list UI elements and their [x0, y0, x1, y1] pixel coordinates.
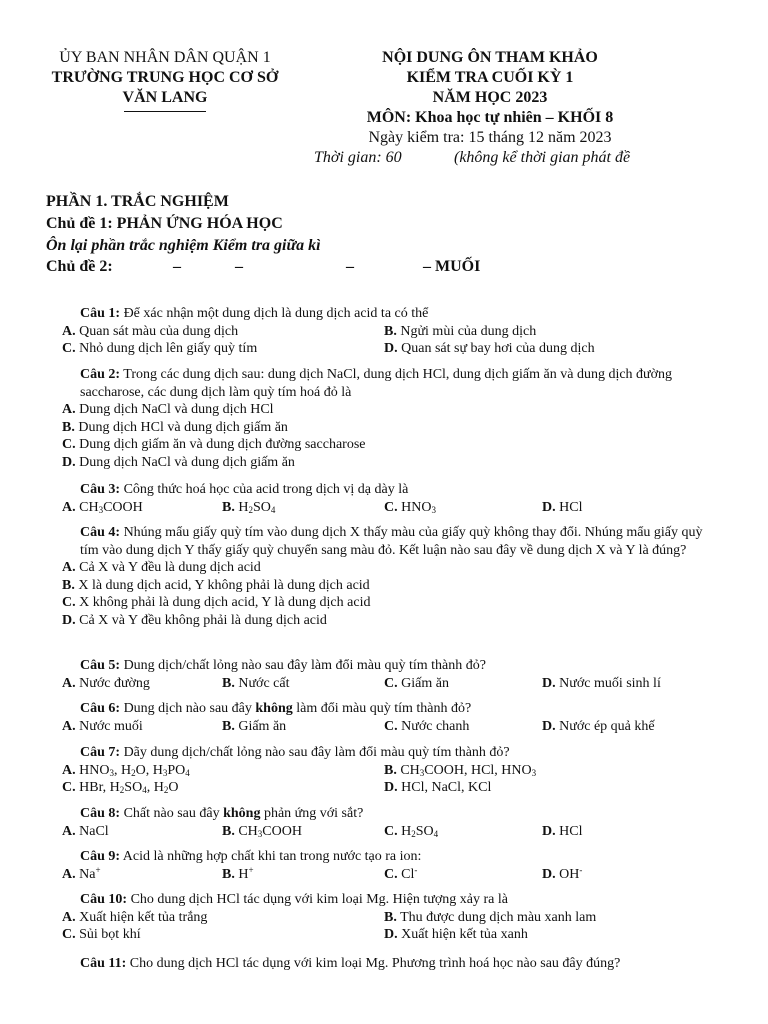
- question-text: Công thức hoá học của acid trong dịch vị dạ dày là: [120, 482, 409, 497]
- question-11: [62, 955, 722, 973]
- option-a[interactable]: A. Dung dịch NaCl và dung dịch HCl: [62, 402, 274, 417]
- question-stem: [62, 657, 722, 675]
- option-c[interactable]: C. Nhỏ dung dịch lên giấy quỳ tím: [62, 341, 258, 356]
- topic-2-dash-1: –: [173, 258, 181, 275]
- school-header: [30, 48, 300, 112]
- topic-2-title: – MUỐI: [423, 258, 481, 275]
- option-c[interactable]: C. Giấm ăn: [384, 675, 449, 691]
- school-type: TRƯỜNG TRUNG HỌC CƠ SỞ: [51, 69, 279, 86]
- question-stem: [62, 524, 722, 559]
- question-number: Câu 7:: [80, 745, 121, 760]
- question-3: [62, 481, 722, 516]
- option-a[interactable]: A. Xuất hiện kết tủa trắng: [62, 909, 208, 925]
- school-year: NĂM HỌC 2023: [432, 89, 548, 106]
- question-2: [62, 366, 722, 471]
- option-d[interactable]: D. HCl: [542, 499, 583, 515]
- question-stem: [62, 848, 722, 866]
- option-b[interactable]: B. $H_2SO_4$: [222, 499, 276, 515]
- option-a[interactable]: A. Quan sát màu của dung dịch: [62, 323, 239, 339]
- question-number: Câu 1:: [80, 306, 121, 321]
- option-a[interactable]: A. Nước đường: [62, 675, 150, 691]
- question-number: Câu 9:: [80, 849, 121, 864]
- emphasis-word: không: [223, 806, 261, 821]
- option-d[interactable]: D. HCl, NaCl, KCl: [384, 780, 492, 795]
- question-text: Để xác nhận một dung dịch là dung dịch acid ta có thể: [120, 306, 429, 321]
- option-d[interactable]: D. Cả X và Y đều không phải là dung dịch acid: [62, 612, 327, 628]
- option-b[interactable]: B. H+: [222, 864, 254, 882]
- option-c[interactable]: C. Dung dịch giấm ăn và dung dịch đường saccharose: [62, 437, 366, 452]
- topic-2-dash-3: –: [346, 258, 354, 275]
- question-stem: [62, 955, 722, 973]
- option-c[interactable]: C. Nước chanh: [384, 718, 470, 734]
- district-committee: ỦY BAN NHÂN DÂN QUẬN 1: [59, 49, 271, 66]
- option-c[interactable]: C. HBr, $H_2SO_4$, $H_2O$: [62, 780, 179, 795]
- question-4: [62, 524, 722, 629]
- question-stem: [62, 366, 722, 401]
- review-note: Ôn lại phần trắc nghiệm Kiểm tra giữa kì: [46, 237, 321, 254]
- option-d[interactable]: D. HCl: [542, 823, 583, 839]
- exam-subtitle: KIỂM TRA CUỐI KỲ 1: [406, 69, 574, 86]
- option-c[interactable]: C. X không phải là dung dịch acid, Y là dung dịch acid: [62, 595, 371, 610]
- question-5: [62, 657, 722, 692]
- option-a[interactable]: A. Na+: [62, 864, 101, 882]
- question-number: Câu 2:: [80, 367, 121, 382]
- option-d[interactable]: D. OH-: [542, 864, 583, 882]
- option-d[interactable]: D. Quan sát sự bay hơi của dung dịch: [384, 341, 595, 356]
- duration-note: (không kể thời gian phát đề: [454, 149, 631, 166]
- question-stem: [62, 891, 722, 909]
- exam-header: [300, 48, 680, 168]
- question-number: Câu 5:: [80, 658, 121, 673]
- question-number: Câu 8:: [80, 806, 121, 821]
- option-c[interactable]: C. $H_2SO_4$: [384, 823, 439, 839]
- option-b[interactable]: B. Thu được dung dịch màu xanh lam: [384, 909, 597, 925]
- option-c[interactable]: C. $HNO_3$: [384, 499, 436, 515]
- header-divider: [124, 111, 206, 112]
- option-b[interactable]: B. $CH_3COOH$, HCl, $HNO_3$: [384, 762, 537, 778]
- question-number: Câu 11:: [80, 956, 127, 971]
- option-d[interactable]: D. Dung dịch NaCl và dung dịch giấm ăn: [62, 454, 295, 470]
- question-number: Câu 6:: [80, 701, 121, 716]
- question-10: [62, 891, 722, 944]
- question-stem: [62, 305, 722, 323]
- option-b[interactable]: B. Dung dịch HCl và dung dịch giấm ăn: [62, 419, 288, 435]
- question-text: Dãy dung dịch/chất lỏng nào sau đây làm đổi màu quỳ tím thành đỏ?: [120, 745, 510, 760]
- question-number: Câu 10:: [80, 892, 128, 907]
- question-text: Chất nào sau đây: [120, 806, 224, 821]
- question-stem: [62, 700, 722, 718]
- option-a[interactable]: A. Nước muối: [62, 718, 143, 734]
- question-text-end: phản ứng với sắt?: [260, 806, 364, 821]
- option-b[interactable]: B. Ngửi mùi của dung dịch: [384, 323, 537, 339]
- question-number: Câu 4:: [80, 525, 121, 540]
- question-6: [62, 700, 722, 735]
- option-a[interactable]: A. $CH_3COOH$: [62, 499, 143, 515]
- topic-1-heading: Chủ đề 1: PHẢN ỨNG HÓA HỌC: [46, 215, 283, 232]
- question-stem: [62, 481, 722, 499]
- question-7: [62, 744, 722, 797]
- option-d[interactable]: D. Xuất hiện kết tủa xanh: [384, 927, 528, 942]
- option-d[interactable]: D. Nước ép quả khế: [542, 718, 655, 734]
- part-heading: PHẦN 1. TRẮC NGHIỆM: [46, 193, 229, 210]
- option-b[interactable]: B. Giấm ăn: [222, 718, 287, 734]
- exam-title: NỘI DUNG ÔN THAM KHẢO: [382, 49, 598, 66]
- question-text: Dung dịch nào sau đây: [120, 701, 256, 716]
- question-8: [62, 805, 722, 840]
- option-b[interactable]: B. $CH_3COOH$: [222, 823, 302, 839]
- school-name: VĂN LANG: [122, 89, 208, 106]
- exam-duration: [300, 148, 680, 168]
- duration-label: Thời gian: 60: [314, 149, 402, 166]
- topic-2-label: Chủ đề 2:: [46, 258, 113, 275]
- option-c[interactable]: C. Cl-: [384, 864, 418, 882]
- option-a[interactable]: A. $HNO_3$, $H_2O$, $H_3PO_4$: [62, 762, 190, 778]
- option-a[interactable]: A. Cả X và Y đều là dung dịch acid: [62, 560, 261, 575]
- option-c[interactable]: C. Sủi bọt khí: [62, 927, 141, 942]
- question-text: Cho dung dịch HCl tác dụng với kim loại Mg. Phương trình hoá học nào sau đây đúng?: [126, 956, 621, 971]
- question-stem: [62, 805, 722, 823]
- question-number: Câu 3:: [80, 482, 121, 497]
- question-text: Nhúng mẩu giấy quỳ tím vào dung dịch X thấy màu của giấy quỳ không thay đổi. Nhúng mẩu giấy quỳ tím vào dung dịch Y thấy giấy quỳ chuyển sang màu đỏ. Kết luận nào sau đây về dung dịch X và Y là đúng?: [80, 525, 703, 558]
- question-text: Trong các dung dịch sau: dung dịch NaCl, dung dịch HCl, dung dịch giấm ăn và dung dịch đường saccharose, các dung dịch làm quỳ tím hoá đỏ là: [80, 367, 673, 400]
- option-a[interactable]: A. NaCl: [62, 823, 109, 839]
- question-9: [62, 848, 722, 883]
- question-stem: [62, 744, 722, 762]
- question-text: Acid là những hợp chất khi tan trong nước tạo ra ion:: [120, 849, 422, 864]
- topic-2-heading: [46, 257, 506, 277]
- option-d[interactable]: D. Nước muối sinh lí: [542, 675, 661, 691]
- question-text-end: làm đổi màu quỳ tím thành đỏ?: [292, 701, 472, 716]
- topic-2-dash-2: –: [235, 258, 243, 275]
- question-1: [62, 305, 722, 358]
- option-b[interactable]: B. X là dung dịch acid, Y không phải là dung dịch acid: [62, 577, 370, 593]
- option-b[interactable]: B. Nước cất: [222, 675, 290, 691]
- emphasis-word: không: [255, 701, 293, 716]
- question-text: Dung dịch/chất lỏng nào sau đây làm đổi màu quỳ tím thành đỏ?: [120, 658, 486, 673]
- exam-date: Ngày kiểm tra: 15 tháng 12 năm 2023: [368, 129, 612, 146]
- question-text: Cho dung dịch HCl tác dụng với kim loại Mg. Hiện tượng xảy ra là: [127, 892, 508, 907]
- subject-grade: MÔN: Khoa học tự nhiên – KHỐI 8: [366, 109, 614, 126]
